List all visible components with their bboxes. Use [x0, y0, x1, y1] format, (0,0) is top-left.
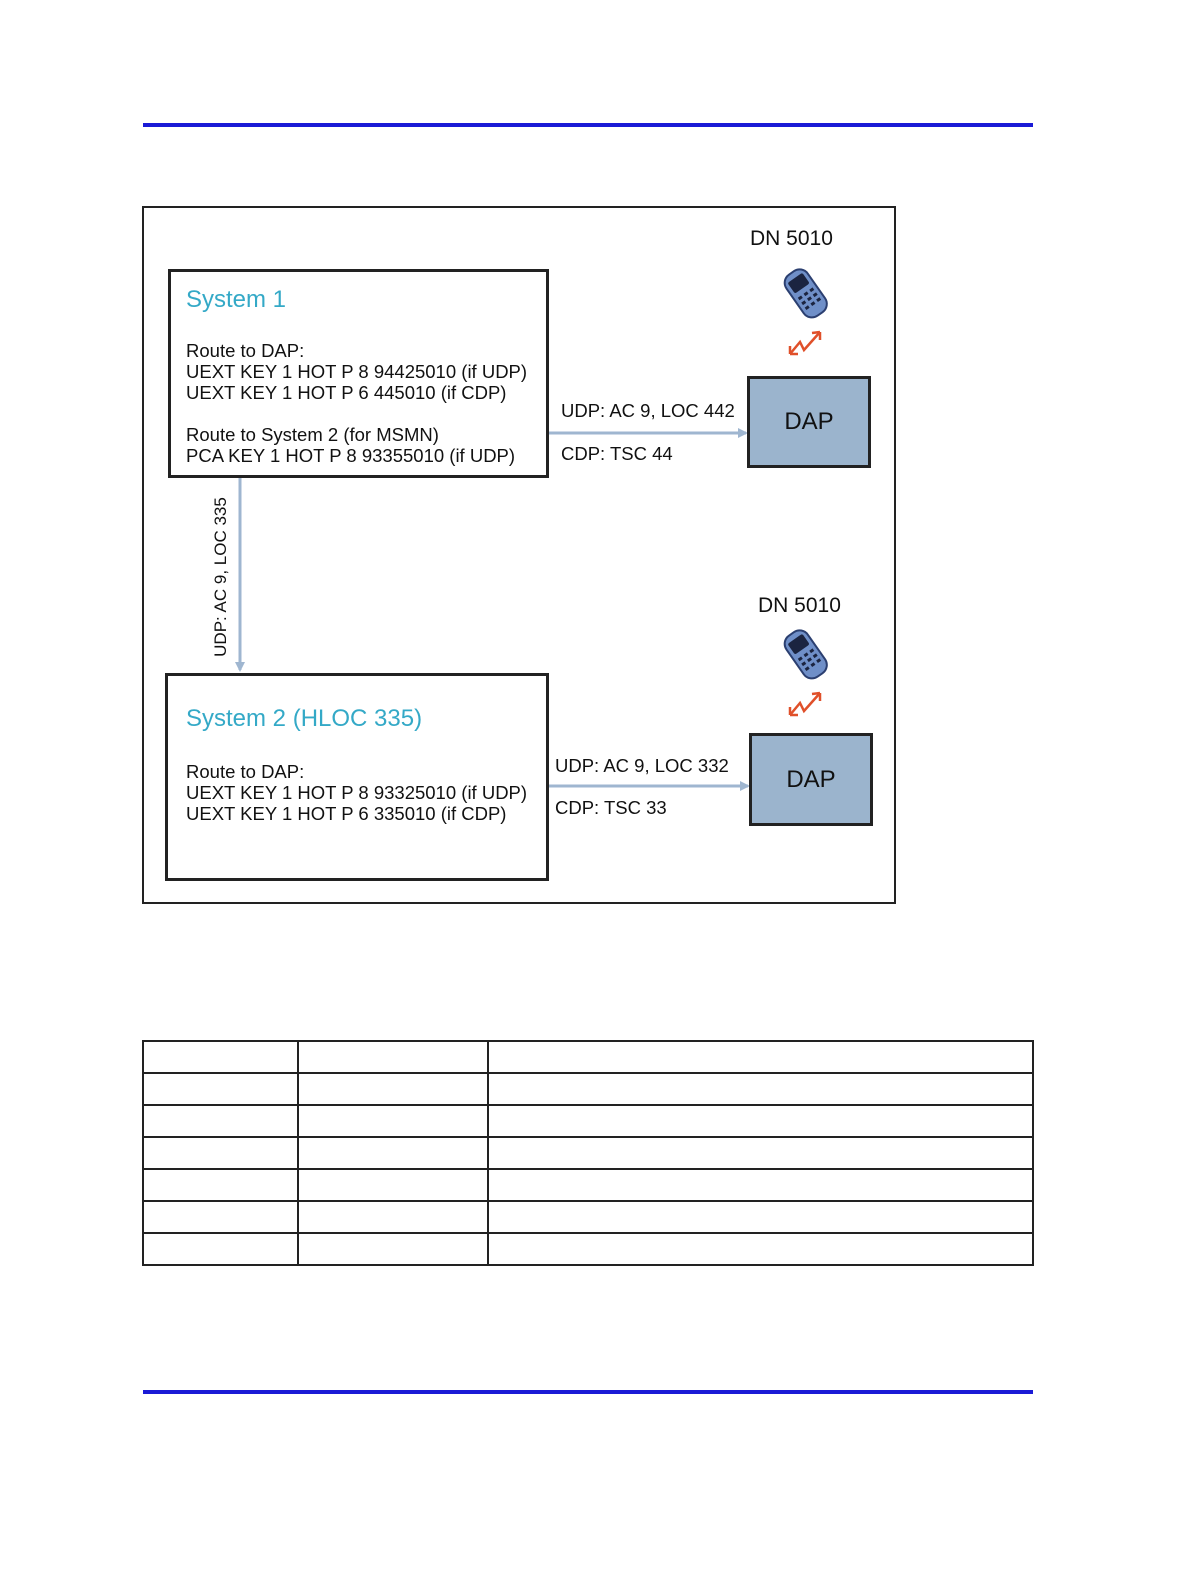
header-rule — [143, 123, 1033, 127]
table-cell — [488, 1137, 1033, 1169]
table-cell — [143, 1073, 298, 1105]
table-row — [143, 1105, 1033, 1137]
table-cell — [143, 1105, 298, 1137]
table-cell — [298, 1073, 488, 1105]
link2-udp-label: UDP: AC 9, LOC 332 — [555, 755, 729, 776]
table-cell — [298, 1105, 488, 1137]
system1-title: System 1 — [186, 286, 287, 313]
table-cell — [298, 1137, 488, 1169]
wireless-signal-icon — [790, 693, 820, 715]
table-cell — [143, 1233, 298, 1265]
table-cell — [298, 1201, 488, 1233]
table-cell — [488, 1233, 1033, 1265]
mobile-phone-icon — [778, 623, 838, 723]
table-row — [143, 1169, 1033, 1201]
vertical-link-label: UDP: AC 9, LOC 335 — [211, 497, 230, 657]
system1-line: UEXT KEY 1 HOT P 6 445010 (if CDP) — [186, 382, 507, 403]
dap2-box — [749, 733, 873, 826]
table-cell — [488, 1201, 1033, 1233]
system2-title: System 2 (HLOC 335) — [186, 705, 423, 732]
system1-line: PCA KEY 1 HOT P 8 93355010 (if UDP) — [186, 445, 516, 466]
data-table — [142, 1040, 1034, 1266]
table-row — [143, 1201, 1033, 1233]
link2-cdp-label: CDP: TSC 33 — [555, 797, 667, 818]
dap2-dn-label: DN 5010 — [758, 594, 841, 617]
table-cell — [488, 1073, 1033, 1105]
table-row — [143, 1137, 1033, 1169]
dap1-label: DAP — [784, 408, 834, 435]
system2-line: Route to DAP: — [186, 761, 305, 782]
table-cell — [488, 1105, 1033, 1137]
wireless-signal-icon — [790, 332, 820, 354]
table-cell — [298, 1233, 488, 1265]
table-cell — [143, 1137, 298, 1169]
table-cell — [488, 1041, 1033, 1073]
system1-box — [168, 269, 549, 478]
table-row — [143, 1073, 1033, 1105]
table-cell — [143, 1169, 298, 1201]
system1-line: Route to DAP: — [186, 340, 305, 361]
table-row — [143, 1233, 1033, 1265]
footer-rule — [143, 1390, 1033, 1394]
link1-cdp-label: CDP: TSC 44 — [561, 443, 673, 464]
system2-box — [165, 673, 549, 881]
system1-line: UEXT KEY 1 HOT P 8 94425010 (if UDP) — [186, 361, 528, 382]
table-cell — [298, 1169, 488, 1201]
table-row — [143, 1041, 1033, 1073]
table-body — [143, 1041, 1033, 1265]
system2-line: UEXT KEY 1 HOT P 6 335010 (if CDP) — [186, 803, 507, 824]
link1-udp-label: UDP: AC 9, LOC 442 — [561, 400, 735, 421]
system1-line: Route to System 2 (for MSMN) — [186, 424, 439, 445]
table-cell — [143, 1041, 298, 1073]
table-cell — [488, 1169, 1033, 1201]
dap2-label: DAP — [786, 765, 836, 793]
system2-line: UEXT KEY 1 HOT P 8 93325010 (if UDP) — [186, 782, 528, 803]
mobile-phone-icon — [778, 262, 838, 362]
table-cell — [298, 1041, 488, 1073]
dap1-dn-label: DN 5010 — [750, 227, 833, 250]
table-cell — [143, 1201, 298, 1233]
dap1-box — [747, 376, 871, 468]
